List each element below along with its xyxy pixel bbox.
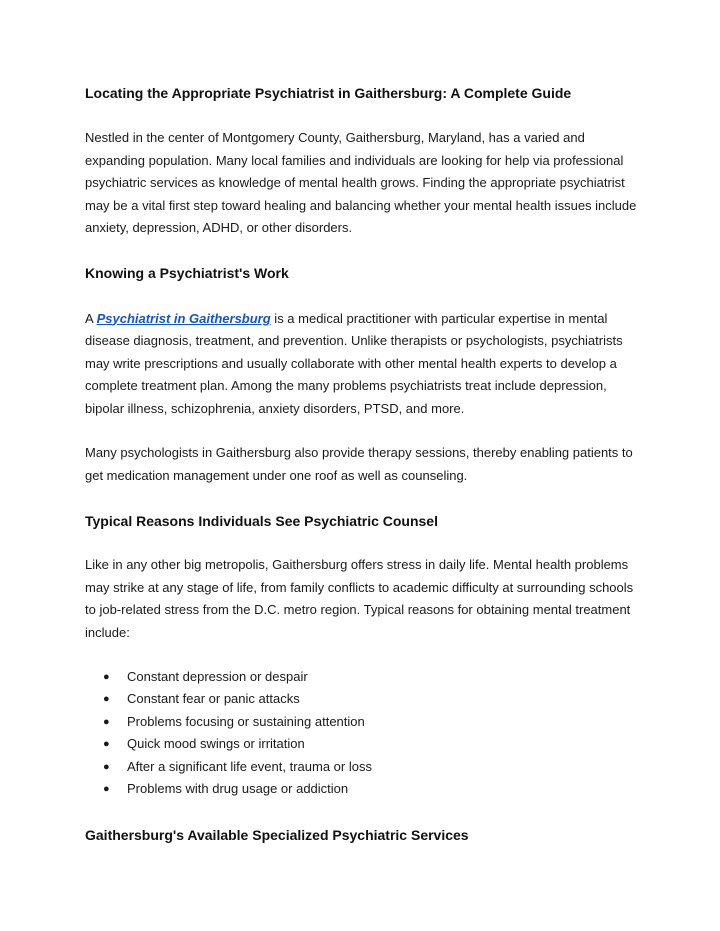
list-item-text: Problems with drug usage or addiction [127,781,349,797]
bullet-icon: ● [103,783,110,796]
section1-p1-prefix: A [85,310,97,326]
document-page [85,84,645,844]
section2-paragraph-1: Like in any other big metropolis, Gaithersburg offers stress in daily life. Mental health problems may strike at any stage of life, from family conflicts to academic difficulty at surrounding schools to job-related stress from the D.C. metro region. Typical reasons for obtaining mental treatment include: [85,557,634,640]
section1-paragraph-1 [85,308,645,421]
list-item-text: Constant fear or panic attacks [127,691,300,707]
section-heading-typical-reasons: Typical Reasons Individuals See Psychiatric Counsel [85,513,438,529]
list-item [85,711,645,733]
list-item [85,778,645,800]
list-item-text: Quick mood swings or irritation [127,736,305,752]
bullet-icon: ● [103,738,110,751]
intro-paragraph: Nestled in the center of Montgomery County, Gaithersburg, Maryland, has a varied and expanding population. Many local families and individuals are looking for help via professional psychiatric services as knowledge of mental health grows. Finding the appropriate psychiatrist may be a vital first step toward healing and balancing whether your mental health issues include anxiety, depression, ADHD, or other disorders. [85,130,637,235]
list-item-text: Constant depression or despair [127,669,308,684]
list-item [85,688,645,710]
document-title: Locating the Appropriate Psychiatrist in Gaithersburg: A Complete Guide [85,85,572,101]
bullet-icon: ● [103,715,110,728]
section1-p1-rest: is a medical practitioner with particular expertise in mental disease diagnosis, treatment, and prevention. Unlike therapists or psychologists, psychiatrists may write prescriptions and usually collaborate with other mental health experts to develop a complete treatment plan. Among the many problems psychiatrists treat include depression, bipolar illness, schizophrenia, anxiety disorders, PTSD, and more. [85,310,623,416]
bullet-icon: ● [103,760,110,773]
section-heading-specialized-services: Gaithersburg's Available Specialized Psychiatric Services [85,827,469,844]
list-item [85,733,645,755]
section-heading-psychiatrist-work: Knowing a Psychiatrist's Work [85,264,289,281]
psychiatrist-in-gaithersburg-link[interactable]: Psychiatrist in Gaithersburg [96,310,271,326]
list-item-text: Problems focusing or sustaining attention [127,713,365,729]
list-item-text: After a significant life event, trauma or loss [127,758,372,774]
section1-paragraph-2: Many psychologists in Gaithersburg also provide therapy sessions, thereby enabling patients to get medication management under one roof as well as counseling. [85,445,633,483]
list-item [85,666,645,688]
bullet-icon: ● [103,671,110,683]
list-item [85,756,645,778]
reasons-list [85,666,645,800]
bullet-icon: ● [103,693,110,706]
